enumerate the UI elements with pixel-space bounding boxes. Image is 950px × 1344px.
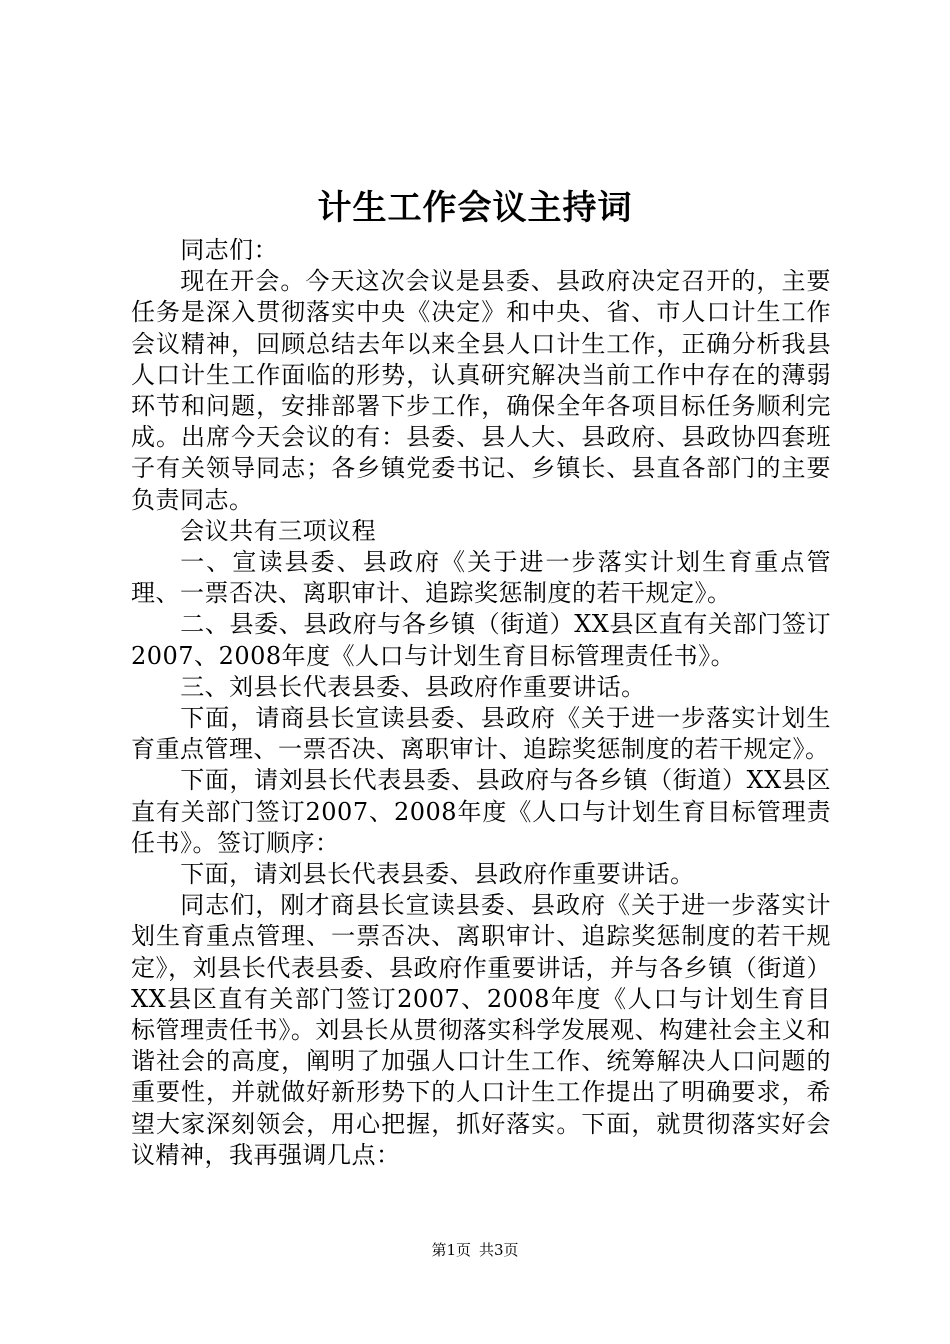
paragraph-agenda-intro: 会议共有三项议程 — [180, 516, 377, 545]
paragraph-next-signing: 下面，请刘县长代表县委、县政府与各乡镇（街道）XX县区直有关部门签订2007、2008年度《人口与计划生育目标管理责任书》。签订顺序： — [131, 766, 831, 857]
document-title: 计生工作会议主持词 — [317, 188, 633, 228]
page-total: 共3页 — [479, 1241, 519, 1259]
paragraph-next-reading: 下面，请商县长宣读县委、县政府《关于进一步落实计划生育重点管理、一票否决、离职审计、追踪奖惩制度的若干规定》。 — [131, 704, 831, 764]
paragraph-agenda-item-2: 二、县委、县政府与各乡镇（街道）XX县区直有关部门签订2007、2008年度《人口与计划生育目标管理责任书》。 — [131, 610, 831, 670]
paragraph-agenda-item-1: 一、宣读县委、县政府《关于进一步落实计划生育重点管理、一票否决、离职审计、追踪奖惩制度的若干规定》。 — [131, 548, 831, 608]
paragraph-opening: 现在开会。今天这次会议是县委、县政府决定召开的，主要任务是深入贯彻落实中央《决定》和中央、省、市人口计生工作会议精神，回顾总结去年以来全县人口计生工作，正确分析我县人口计生工作面临的形势，认真研究解决当前工作中存在的薄弱环节和问题，安排部署下步工作，确保全年各项目标任务顺利完成。出席今天会议的有：县委、县人大、县政府、县政协四套班子有关领导同志；各乡镇党委书记、乡镇长、县直各部门的主要负责同志。 — [131, 267, 831, 514]
paragraph-next-speech: 下面，请刘县长代表县委、县政府作重要讲话。 — [180, 860, 695, 889]
paragraph-salutation: 同志们： — [180, 236, 279, 264]
page-number: 第1页 — [431, 1241, 471, 1259]
paragraph-summary: 同志们，刚才商县长宣读县委、县政府《关于进一步落实计划生育重点管理、一票否决、离职审计、追踪奖惩制度的若干规定》，刘县长代表县委、县政府作重要讲话，并与各乡镇（街道）XX县区直有关部门签订2007、2008年度《人口与计划生育目标管理责任书》。刘县长从贯彻落实科学发展观、构建社会主义和谐社会的高度，阐明了加强人口计生工作、统筹解决人口问题的重要性，并就做好新形势下的人口计生工作提出了明确要求，希望大家深刻领会，用心把握，抓好落实。下面，就贯彻落实好会议精神，我再强调几点： — [131, 891, 831, 1169]
paragraph-agenda-item-3: 三、刘县长代表县委、县政府作重要讲话。 — [180, 672, 646, 701]
page-footer — [0, 1240, 950, 1260]
document-body — [131, 235, 831, 1171]
